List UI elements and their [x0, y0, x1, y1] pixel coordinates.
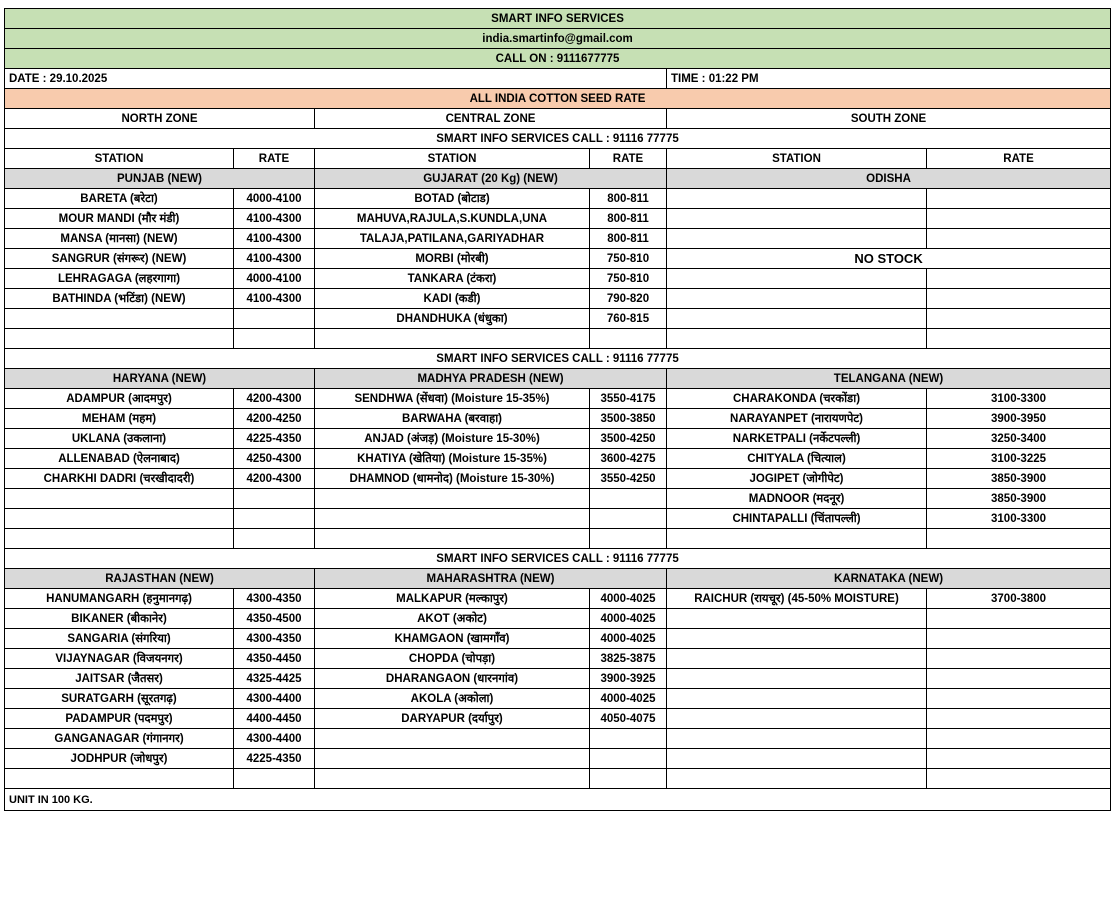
table-row	[5, 649, 1111, 669]
station-cell: HANUMANGARH (हनुमानगढ़)	[5, 589, 234, 609]
rate-cell	[927, 229, 1111, 249]
station-cell: SANGARIA (संगरिया)	[5, 629, 234, 649]
rate-cell	[927, 749, 1111, 769]
station-cell: CHOPDA (चोपड़ा)	[315, 649, 590, 669]
rate-cell: 4100-4300	[234, 209, 315, 229]
rate-cell: 800-811	[590, 209, 667, 229]
station-cell: BARWAHA (बरवाहा)	[315, 409, 590, 429]
rate-cell: 4350-4450	[234, 649, 315, 669]
station-cell: DARYAPUR (दर्यापुर)	[315, 709, 590, 729]
rate-cell: 3550-4175	[590, 389, 667, 409]
state-name: KARNATAKA (NEW)	[667, 569, 1111, 589]
rate-cell: 4300-4400	[234, 729, 315, 749]
table-row	[5, 529, 1111, 549]
banner-row	[5, 129, 1111, 149]
table-row	[5, 469, 1111, 489]
station-cell	[315, 329, 590, 349]
table-row	[5, 269, 1111, 289]
table-row	[5, 309, 1111, 329]
rate-cell: 3100-3300	[927, 389, 1111, 409]
table-row	[5, 229, 1111, 249]
rate-cell: 4200-4250	[234, 409, 315, 429]
rate-column-header: RATE	[234, 149, 315, 169]
station-cell	[315, 509, 590, 529]
station-cell: DHAMNOD (धामनोद) (Moisture 15-30%)	[315, 469, 590, 489]
station-column-header: STATION	[667, 149, 927, 169]
station-cell	[315, 769, 590, 789]
station-cell: ADAMPUR (आदमपुर)	[5, 389, 234, 409]
station-cell: DHANDHUKA (धंधुका)	[315, 309, 590, 329]
state-name: TELANGANA (NEW)	[667, 369, 1111, 389]
rate-cell	[590, 489, 667, 509]
station-cell: VIJAYNAGAR (विजयनगर)	[5, 649, 234, 669]
rate-cell	[927, 689, 1111, 709]
station-cell: BARETA (बरेटा)	[5, 189, 234, 209]
station-cell	[667, 309, 927, 329]
station-cell: MOUR MANDI (मौर मंडी)	[5, 209, 234, 229]
station-cell: ALLENABAD (ऐलनाबाद)	[5, 449, 234, 469]
station-cell: JOGIPET (जोगीपेट)	[667, 469, 927, 489]
station-cell	[667, 189, 927, 209]
rate-cell: 4000-4100	[234, 269, 315, 289]
rate-cell	[927, 709, 1111, 729]
banner-row	[5, 549, 1111, 569]
station-cell	[667, 629, 927, 649]
table-row	[5, 409, 1111, 429]
rate-cell: 3850-3900	[927, 489, 1111, 509]
rate-cell: 4400-4450	[234, 709, 315, 729]
zone-central: CENTRAL ZONE	[315, 109, 667, 129]
station-cell: SANGRUR (संगरूर) (NEW)	[5, 249, 234, 269]
rate-column-header: RATE	[927, 149, 1111, 169]
station-cell	[667, 729, 927, 749]
rate-cell: 4200-4300	[234, 469, 315, 489]
station-cell: MEHAM (महम)	[5, 409, 234, 429]
banner-row	[5, 349, 1111, 369]
table-row	[5, 769, 1111, 789]
report-time: TIME : 01:22 PM	[667, 69, 1111, 89]
station-cell: CHITYALA (चित्याल)	[667, 449, 927, 469]
station-cell	[5, 489, 234, 509]
station-cell	[5, 529, 234, 549]
rate-cell	[234, 509, 315, 529]
rate-cell: 3550-4250	[590, 469, 667, 489]
rate-cell: 750-810	[590, 249, 667, 269]
table-row	[5, 489, 1111, 509]
station-cell: MADNOOR (मदनूर)	[667, 489, 927, 509]
rate-cell: 4300-4350	[234, 589, 315, 609]
station-cell: CHARKHI DADRI (चरखीदादरी)	[5, 469, 234, 489]
rate-cell: 3500-3850	[590, 409, 667, 429]
rate-sheet	[4, 8, 1110, 811]
rate-cell	[927, 329, 1111, 349]
rate-cell	[234, 489, 315, 509]
column-header-row	[5, 149, 1111, 169]
station-cell: MANSA (मानसा) (NEW)	[5, 229, 234, 249]
state-header-row	[5, 169, 1111, 189]
station-cell	[667, 769, 927, 789]
rate-cell	[927, 669, 1111, 689]
state-name: ODISHA	[667, 169, 1111, 189]
rate-cell: 750-810	[590, 269, 667, 289]
table-row	[5, 209, 1111, 229]
rate-cell: 4325-4425	[234, 669, 315, 689]
rate-cell	[927, 309, 1111, 329]
rate-cell: 3825-3875	[590, 649, 667, 669]
station-cell	[667, 609, 927, 629]
station-cell	[667, 229, 927, 249]
station-cell: SENDHWA (सेंधवा) (Moisture 15-35%)	[315, 389, 590, 409]
table-row	[5, 509, 1111, 529]
station-cell: PADAMPUR (पदमपुर)	[5, 709, 234, 729]
rate-cell	[234, 529, 315, 549]
rate-cell: 4100-4300	[234, 249, 315, 269]
station-cell	[315, 529, 590, 549]
station-cell	[667, 749, 927, 769]
email-address[interactable]: india.smartinfo@gmail.com	[5, 29, 1111, 49]
rate-cell	[590, 749, 667, 769]
station-column-header: STATION	[5, 149, 234, 169]
station-cell	[667, 209, 927, 229]
station-cell: SURATGARH (सूरतगढ़)	[5, 689, 234, 709]
rate-cell: 4000-4025	[590, 609, 667, 629]
station-cell	[5, 769, 234, 789]
station-cell	[667, 529, 927, 549]
station-cell	[667, 709, 927, 729]
table-row	[5, 189, 1111, 209]
rate-cell: 800-811	[590, 229, 667, 249]
station-cell: BIKANER (बीकानेर)	[5, 609, 234, 629]
zone-south: SOUTH ZONE	[667, 109, 1111, 129]
state-name: MAHARASHTRA (NEW)	[315, 569, 667, 589]
station-cell: BATHINDA (भटिंडा) (NEW)	[5, 289, 234, 309]
table-row	[5, 289, 1111, 309]
unit-note: UNIT IN 100 KG.	[5, 789, 1111, 811]
rate-cell	[234, 329, 315, 349]
rate-cell: 4300-4350	[234, 629, 315, 649]
station-cell	[5, 509, 234, 529]
table-row	[5, 249, 1111, 269]
rate-cell: 4250-4300	[234, 449, 315, 469]
footer-row	[5, 789, 1111, 811]
state-header-row	[5, 369, 1111, 389]
rate-cell	[927, 189, 1111, 209]
rate-cell: 3100-3300	[927, 509, 1111, 529]
rate-cell: 4200-4300	[234, 389, 315, 409]
station-cell: KHATIYA (खेतिया) (Moisture 15-35%)	[315, 449, 590, 469]
table-row	[5, 609, 1111, 629]
station-cell	[667, 329, 927, 349]
rate-cell: 4100-4300	[234, 229, 315, 249]
station-cell	[667, 649, 927, 669]
station-cell: ANJAD (अंजड़) (Moisture 15-30%)	[315, 429, 590, 449]
station-cell: MAHUVA,RAJULA,S.KUNDLA,UNA	[315, 209, 590, 229]
state-name: PUNJAB (NEW)	[5, 169, 315, 189]
rate-cell	[927, 209, 1111, 229]
station-cell: UKLANA (उकलाना)	[5, 429, 234, 449]
station-cell: KADI (कडी)	[315, 289, 590, 309]
rate-cell	[927, 289, 1111, 309]
rate-cell: 3600-4275	[590, 449, 667, 469]
rate-cell: 4000-4025	[590, 589, 667, 609]
station-cell	[667, 289, 927, 309]
rate-cell	[590, 729, 667, 749]
phone-number[interactable]: CALL ON : 9111677775	[5, 49, 1111, 69]
rate-cell	[590, 769, 667, 789]
rate-cell: 4225-4350	[234, 749, 315, 769]
rate-cell	[927, 649, 1111, 669]
station-cell: NARAYANPET (नारायणपेट)	[667, 409, 927, 429]
table-row	[5, 449, 1111, 469]
rate-column-header: RATE	[590, 149, 667, 169]
station-cell	[315, 749, 590, 769]
station-cell	[315, 729, 590, 749]
rate-cell: 4350-4500	[234, 609, 315, 629]
info-banner: SMART INFO SERVICES CALL : 91116 77775	[5, 549, 1111, 569]
rate-cell: 4225-4350	[234, 429, 315, 449]
rate-cell	[927, 769, 1111, 789]
station-cell: JAITSAR (जैतसर)	[5, 669, 234, 689]
station-cell: AKOT (अकोट)	[315, 609, 590, 629]
table-row	[5, 629, 1111, 649]
station-cell: CHARAKONDA (चरकोंडा)	[667, 389, 927, 409]
rate-cell	[927, 729, 1111, 749]
table-row	[5, 709, 1111, 729]
state-name: RAJASTHAN (NEW)	[5, 569, 315, 589]
station-cell: MALKAPUR (मल्कापुर)	[315, 589, 590, 609]
rate-cell	[927, 529, 1111, 549]
rate-cell: 4050-4075	[590, 709, 667, 729]
station-cell: KHAMGAON (खामगाँव)	[315, 629, 590, 649]
rate-cell	[590, 509, 667, 529]
station-cell	[5, 309, 234, 329]
rate-cell: 800-811	[590, 189, 667, 209]
rate-cell: 4000-4025	[590, 629, 667, 649]
station-cell: NARKETPALI (नर्केटपल्ली)	[667, 429, 927, 449]
rate-cell: 790-820	[590, 289, 667, 309]
station-column-header: STATION	[315, 149, 590, 169]
rate-cell: 3900-3925	[590, 669, 667, 689]
state-name: MADHYA PRADESH (NEW)	[315, 369, 667, 389]
station-cell: BOTAD (बोटाड)	[315, 189, 590, 209]
table-row	[5, 329, 1111, 349]
zone-north: NORTH ZONE	[5, 109, 315, 129]
rate-cell	[234, 309, 315, 329]
table-row	[5, 389, 1111, 409]
station-cell: DHARANGAON (धारनगांव)	[315, 669, 590, 689]
state-header-row	[5, 569, 1111, 589]
sheet-title: ALL INDIA COTTON SEED RATE	[5, 89, 1111, 109]
station-cell: LEHRAGAGA (लहरगागा)	[5, 269, 234, 289]
table-row	[5, 589, 1111, 609]
table-row	[5, 729, 1111, 749]
rate-cell: 4100-4300	[234, 289, 315, 309]
rate-cell	[590, 329, 667, 349]
rate-cell: 760-815	[590, 309, 667, 329]
state-name: GUJARAT (20 Kg) (NEW)	[315, 169, 667, 189]
rate-cell: 4000-4025	[590, 689, 667, 709]
station-cell	[315, 489, 590, 509]
station-cell: MORBI (मोरबी)	[315, 249, 590, 269]
station-cell	[667, 269, 927, 289]
station-cell: JODHPUR (जोधपुर)	[5, 749, 234, 769]
company-name: SMART INFO SERVICES	[5, 9, 1111, 29]
rate-cell: 4000-4100	[234, 189, 315, 209]
rate-cell	[927, 269, 1111, 289]
state-name: HARYANA (NEW)	[5, 369, 315, 389]
table-row	[5, 669, 1111, 689]
report-date: DATE : 29.10.2025	[5, 69, 667, 89]
rate-table	[4, 8, 1111, 811]
rate-cell	[234, 769, 315, 789]
station-cell: CHINTAPALLI (चिंतापल्ली)	[667, 509, 927, 529]
table-row	[5, 429, 1111, 449]
table-row	[5, 749, 1111, 769]
rate-cell	[590, 529, 667, 549]
rate-cell: 3500-4250	[590, 429, 667, 449]
rate-cell: 3900-3950	[927, 409, 1111, 429]
rate-cell	[927, 629, 1111, 649]
rate-cell: 3100-3225	[927, 449, 1111, 469]
station-cell	[667, 669, 927, 689]
info-banner: SMART INFO SERVICES CALL : 91116 77775	[5, 129, 1111, 149]
station-cell: TALAJA,PATILANA,GARIYADHAR	[315, 229, 590, 249]
station-cell: RAICHUR (रायचूर) (45-50% MOISTURE)	[667, 589, 927, 609]
rate-cell	[927, 609, 1111, 629]
rate-cell: 3850-3900	[927, 469, 1111, 489]
station-cell: GANGANAGAR (गंगानगर)	[5, 729, 234, 749]
no-stock-label: NO STOCK	[667, 249, 1111, 269]
station-cell	[5, 329, 234, 349]
rate-cell: 4300-4400	[234, 689, 315, 709]
info-banner: SMART INFO SERVICES CALL : 91116 77775	[5, 349, 1111, 369]
rate-cell: 3250-3400	[927, 429, 1111, 449]
rate-cell: 3700-3800	[927, 589, 1111, 609]
station-cell: AKOLA (अकोला)	[315, 689, 590, 709]
station-cell	[667, 689, 927, 709]
table-row	[5, 689, 1111, 709]
station-cell: TANKARA (टंकरा)	[315, 269, 590, 289]
